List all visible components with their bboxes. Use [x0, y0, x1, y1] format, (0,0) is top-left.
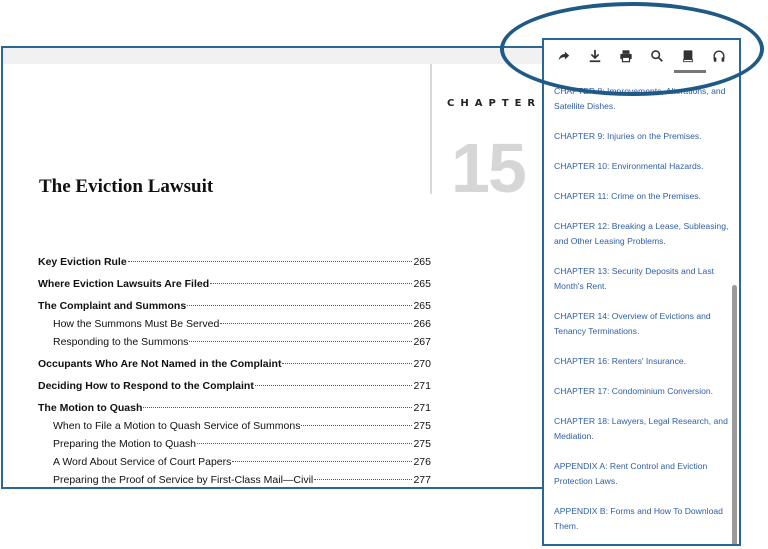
toc-row-label: When to File a Motion to Quash Service of Summons: [53, 420, 301, 432]
panel-toc-link[interactable]: APPENDIX A: Rent Control and Eviction Protection Laws.: [554, 461, 708, 486]
toc-row-page: 270: [413, 358, 431, 370]
toc-row-label: Occupants Who Are Not Named in the Complaint: [38, 358, 282, 370]
toc-row: [38, 438, 431, 456]
toc-row-leader: [314, 479, 412, 480]
toc-row-label: Preparing the Proof of Service by First-Class Mail—Civil: [53, 474, 314, 486]
toc-row-page: 271: [413, 402, 431, 414]
toc-row-page: 265: [413, 300, 431, 312]
toc-row-page: 277: [413, 474, 431, 486]
toc-row-page: 275: [413, 420, 431, 432]
toc-row-label: The Motion to Quash: [38, 402, 143, 414]
toc-row-leader: [189, 341, 412, 342]
reader-toolbar: [544, 40, 739, 76]
book-icon: [681, 49, 695, 68]
share-button[interactable]: [553, 47, 575, 69]
chapter-number: 15: [451, 129, 525, 207]
download-button[interactable]: [584, 47, 606, 69]
toc-row-leader: [210, 283, 412, 284]
toc-row-page: 266: [413, 318, 431, 330]
toc-row-label: Preparing the Motion to Quash: [53, 438, 197, 450]
chapter-divider: [430, 64, 432, 194]
toc-row-page: 275: [413, 438, 431, 450]
toc-row-leader: [220, 323, 412, 324]
toc-row-leader: [232, 461, 412, 462]
panel-toc-link[interactable]: CHAPTER 9: Injuries on the Premises.: [554, 131, 702, 141]
toc-row-leader: [187, 305, 412, 306]
search-button[interactable]: [646, 47, 668, 69]
toc-row: [38, 318, 431, 336]
toc-row: [38, 256, 431, 274]
chapter-label: CHAPTER: [447, 98, 542, 109]
panel-toc-link[interactable]: CHAPTER 17: Condominium Conversion.: [554, 386, 714, 396]
panel-toc-link[interactable]: CHAPTER 16: Renters' Insurance.: [554, 356, 687, 366]
panel-toc-link[interactable]: APPENDIX B: Forms and How To Download Them.: [554, 506, 723, 531]
panel-toc-link[interactable]: CHAPTER 12: Breaking a Lease, Subleasing, and Other Leasing Problems.: [554, 221, 729, 246]
headphones-icon: [712, 49, 726, 68]
print-button[interactable]: [615, 47, 637, 69]
toc-row-page: 265: [413, 256, 431, 268]
toc-row-leader: [255, 385, 413, 386]
table-of-contents-button[interactable]: [677, 47, 699, 69]
print-icon: [619, 49, 633, 68]
share-icon: [557, 49, 571, 68]
panel-toc-link[interactable]: CHAPTER 11: Crime on the Premises.: [554, 191, 701, 201]
panel-toc-link[interactable]: CHAPTER 14: Overview of Evictions and Tenancy Terminations.: [554, 311, 711, 336]
page-title: The Eviction Lawsuit: [39, 176, 214, 197]
audio-button[interactable]: [708, 47, 730, 69]
toc-row: [38, 474, 431, 489]
toc-row-page: 276: [413, 456, 431, 468]
toc-row-page: 271: [413, 380, 431, 392]
chapter-toc: [38, 256, 431, 489]
toc-row: [38, 380, 431, 398]
toc-row-label: The Complaint and Summons: [38, 300, 187, 312]
toc-row-page: 265: [413, 278, 431, 290]
toc-row: [38, 358, 431, 376]
toc-row-label: Responding to the Summons: [53, 336, 189, 348]
toc-row-label: A Word About Service of Court Papers: [53, 456, 232, 468]
toc-row: [38, 278, 431, 296]
toc-row-label: How the Summons Must Be Served: [53, 318, 220, 330]
scrollbar-thumb[interactable]: [732, 285, 737, 546]
toc-row-label: Where Eviction Lawsuits Are Filed: [38, 278, 210, 290]
toc-row-leader: [128, 261, 413, 262]
book-page: [1, 46, 566, 489]
download-icon: [588, 49, 602, 68]
toc-row: [38, 300, 431, 318]
toc-row-page: 267: [413, 336, 431, 348]
toc-row: [38, 336, 431, 354]
toc-row: [38, 456, 431, 474]
reader-side-panel: [542, 38, 741, 546]
toc-row-leader: [197, 443, 412, 444]
panel-toc-list: [554, 84, 732, 546]
toc-row-leader: [143, 407, 412, 408]
toc-row: [38, 420, 431, 438]
toc-row-leader: [301, 425, 412, 426]
panel-toc-link[interactable]: CHAPTER 18: Lawyers, Legal Research, and Mediation.: [554, 416, 728, 441]
panel-toc-link[interactable]: CHAPTER 8: Improvements, Alterations, and Satellite Dishes.: [554, 86, 726, 111]
toc-row: [38, 402, 431, 420]
panel-toc-link[interactable]: CHAPTER 13: Security Deposits and Last Month's Rent.: [554, 266, 715, 291]
active-tab-indicator: [674, 70, 706, 73]
search-icon: [650, 49, 664, 68]
page-top-band: [3, 48, 564, 64]
toc-row-label: Key Eviction Rule: [38, 256, 127, 268]
panel-toc-link[interactable]: CHAPTER 10: Environmental Hazards.: [554, 161, 704, 171]
toc-row-label: Deciding How to Respond to the Complaint: [38, 380, 254, 392]
toc-row-leader: [282, 363, 412, 364]
